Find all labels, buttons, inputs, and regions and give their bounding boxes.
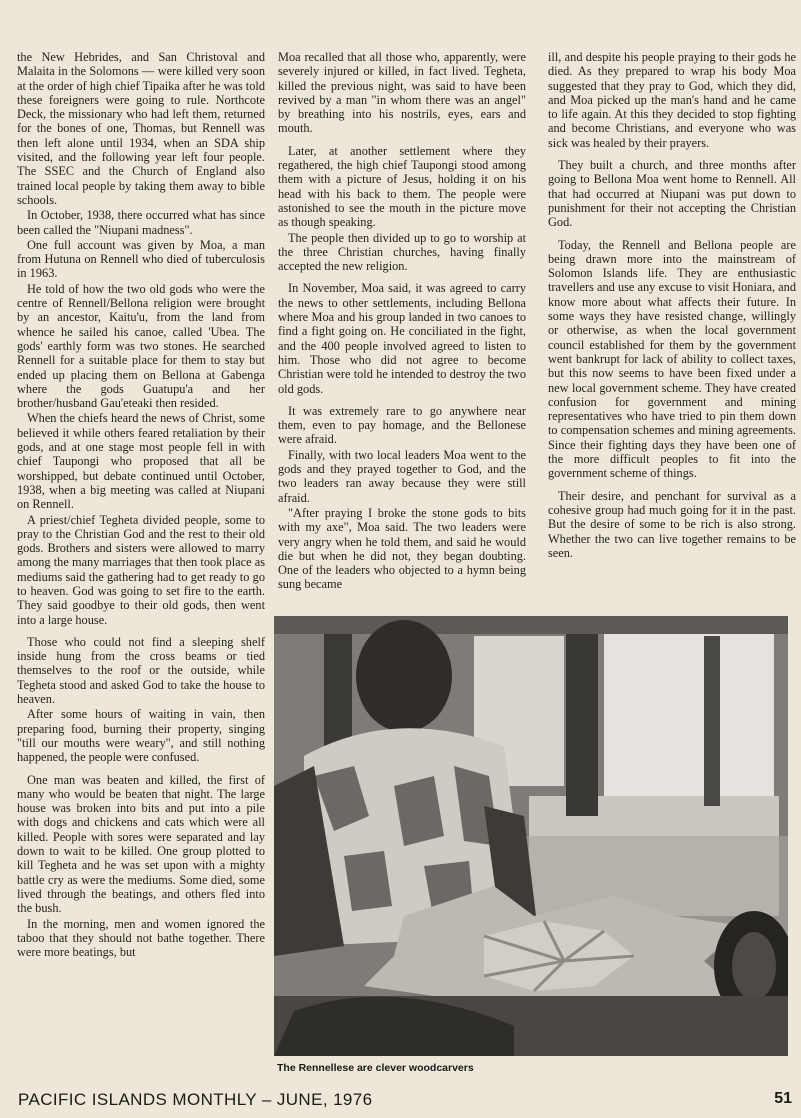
paragraph: Moa recalled that all those who, apparently, were severely injured or killed, in fact lived. Tegheta, killed the previous night, was said to have been revived by a man "in whom there was an angel" by breathing into his nostrils, eyes, ears and mouth. — [278, 50, 526, 136]
woodcarver-photo — [274, 616, 788, 1056]
paragraph: One man was beaten and killed, the first of many who would be beaten that night. The large house was broken into bits and put into a pile with dogs and chickens and cats which were all killed. People with sores were separated and lay down to wait to be killed. One group plotted to kill Tegheta and he was set upon with a mighty battle cry as were the mediums. Some died, some lived through the beatings, and others fled into the bush. — [17, 772, 265, 916]
photo-caption: The Rennellese are clever woodcarvers — [277, 1062, 474, 1074]
paragraph: One full account was given by Moa, a man from Hutuna on Rennell who died of tuberculosis in 1963. — [17, 237, 265, 281]
paragraph: The people then divided up to go to worship at the three Christian churches, having finally accepted the new religion. — [278, 230, 526, 274]
publication-footer: PACIFIC ISLANDS MONTHLY – JUNE, 1976 — [18, 1090, 373, 1109]
paragraph: Those who could not find a sleeping shelf inside hung from the cross beams or tied themselves to the roof or the outside, while Tegheta stood and asked God to take the house to heaven. — [17, 634, 265, 707]
article-column-3 — [548, 50, 796, 561]
paragraph: Finally, with two local leaders Moa went to the gods and they prayed together to God, and the two leaders ran away because they were still afraid. — [278, 447, 526, 505]
paragraph: He told of how the two old gods who were the centre of Rennell/Bellona religion were brought by an ancestor, Kaitu'u, from the land from whence he sailed his canoe, called 'Ubea. The gods' earthly form was two stones. He searched Rennell for a suitable place for them to stay but ended up placing them on Bellona at Gabenga where the gods Guatupu'a and her brother/husband Gau'eteaki then resided. — [17, 281, 265, 411]
paragraph: the New Hebrides, and San Christoval and Malaita in the Solomons — were killed very soon at the order of high chief Tipaika after he was told these foreigners were going to rule. Northcote Deck, the missionary who had left them, returned for the bones of one, Thomas, but Rennell was then left alone until 1934, when an SDA ship visited, and the following year left four people. The SSEC and the Church of England also trained local people by taking them away to bible schools. — [17, 50, 265, 207]
paragraph: ill, and despite his people praying to their gods he died. As they prepared to wrap his body Moa suggested that they pray to God, which they did, and Moa picked up the man's hand and he came to life again. At this they decided to stop fighting and become Christians, and everyone who was sick was healed by their prayers. — [548, 50, 796, 150]
paragraph: Today, the Rennell and Bellona people are being drawn more into the mainstream of Solomon Islands life. They are enthusiastic travellers and use any excuse to visit Honiara, and know more about what affects their future. In some ways they have resisted change, willingly or otherwise, as when the local government council established for them by the government went bankrupt for lack of ability to collect taxes, but this now seems to have been fixed under a new local government scheme. They have created confusion for government and mining representatives who have tried to pin them down to compensation schemes and mining agreements. Since their fighting days they have been one of the more difficult peoples to fit into the government scheme of things. — [548, 237, 796, 481]
paragraph: Their desire, and penchant for survival as a cohesive group had much going for it in the past. But the desire of some to be rich is also strong. Whether the two can live together remains to be seen. — [548, 488, 796, 560]
paragraph: It was extremely rare to go anywhere near them, even to pay homage, and the Bellonese were afraid. — [278, 403, 526, 447]
paragraph: A priest/chief Tegheta divided people, some to pray to the Christian God and the rest to their old gods. Brothers and sisters were allowed to marry among the many marriages that then took place as mediums said the gathering had to get ready to go to heaven. God was going to set fire to the earth. They said goodbye to their old gods, then went into a large house. — [17, 512, 265, 627]
paragraph: Later, at another settlement where they regathered, the high chief Taupongi stood among them with a picture of Jesus, holding it on his head with his back to them. The people were astonished to see the mouth in the picture move as though speaking. — [278, 143, 526, 230]
paragraph: "After praying I broke the stone gods to bits with my axe", Moa said. The two leaders were very angry when he told them, and said he would die but when he did not, they began doubting. One of the leaders who objected to a hymn being sung became — [278, 505, 526, 592]
paragraph: In November, Moa said, it was agreed to carry the news to other settlements, including Bellona where Moa and his group landed in two canoes to find a fight going on. He conciliated in the fight, and the 400 people involved agreed to listen to him. Those who did not agree to become Christian were told he intended to destroy the two old gods. — [278, 281, 526, 396]
paragraph: In the morning, men and women ignored the taboo that they should not bathe together. There were more beatings, but — [17, 916, 265, 960]
article-column-1 — [17, 50, 265, 960]
page-number: 51 — [774, 1090, 792, 1107]
paragraph: After some hours of waiting in vain, then preparing food, burning their property, singing "till our mouths were weary", and still nothing happened, the people were confused. — [17, 707, 265, 765]
paragraph: When the chiefs heard the news of Christ, some believed it while others feared retaliation by their gods, and at one stage most people fell in with chief Taupongi who proposed that all be worshipped, but debate continued until October, 1938, when a big meeting was called at Niupani on Rennell. — [17, 411, 265, 512]
paragraph: They built a church, and three months after going to Bellona Moa went home to Rennell. All that had occurred at Niupani was put down to punishment for their not accepting the Christian God. — [548, 158, 796, 230]
article-column-2 — [278, 50, 526, 593]
paragraph: In October, 1938, there occurred what has since been called the "Niupani madness". — [17, 208, 265, 237]
